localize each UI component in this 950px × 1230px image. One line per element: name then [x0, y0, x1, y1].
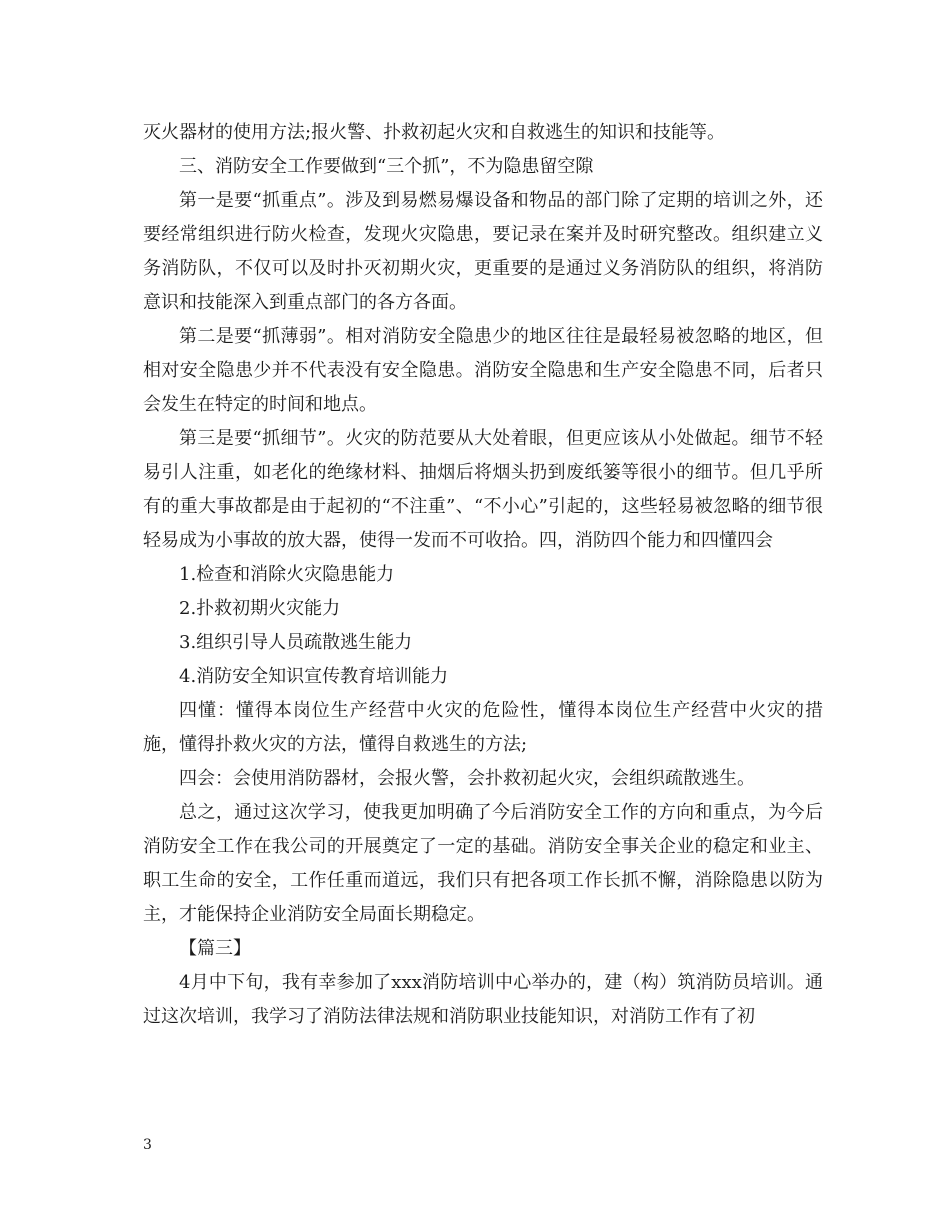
list-item-ability-3: 3.组织引导人员疏散逃生能力: [179, 632, 413, 653]
document-body: [143, 116, 823, 1034]
section-heading-part-three: 【篇三】: [179, 938, 251, 959]
paragraph-four-skills: 四会：会使用消防器材，会报火警，会扑救初起火灾，会组织疏散逃生。: [179, 768, 755, 789]
page-number: 3: [143, 1137, 152, 1153]
list-item-ability-1: 1.检查和消除火灾隐患能力: [179, 564, 395, 585]
list-item-ability-2: 2.扑救初期火灾能力: [179, 598, 341, 619]
paragraph-grasp-key-points: 第一是要“抓重点”。涉及到易燃易爆设备和物品的部门除了定期的培训之外，还要经常组织进行防火检查，发现火灾隐患，要记录在案并及时研究整改。组织建立义务消防队，不仅可以及时扑灭初期火灾，更重要的是通过义务消防队的组织，将消防意识和技能深入到重点部门的各方各面。: [143, 190, 823, 313]
paragraph-grasp-details: 第三是要“抓细节”。火灾的防范要从大处着眼，但更应该从小处做起。细节不轻易引人注重，如老化的绝缘材料、抽烟后将烟头扔到废纸篓等很小的细节。但几乎所有的重大事故都是由于起初的“不注重”、“不小心”引起的，这些轻易被忽略的细节很轻易成为小事故的放大器，使得一发而不可收拾。四，消防四个能力和四懂四会: [143, 428, 823, 551]
paragraph-four-understandings: 四懂：懂得本岗位生产经营中火灾的危险性，懂得本岗位生产经营中火灾的措施，懂得扑救火灾的方法，懂得自救逃生的方法;: [143, 700, 823, 755]
paragraph-grasp-weak-points: 第二是要“抓薄弱”。相对消防安全隐患少的地区往往是最轻易被忽略的地区，但相对安全隐患少并不代表没有安全隐患。消防安全隐患和生产安全隐患不同，后者只会发生在特定的时间和地点。: [143, 326, 823, 415]
section-heading-three-grasps: 三、消防安全工作要做到“三个抓”，不为隐患留空隙: [179, 156, 594, 177]
paragraph-part-three-intro: 4月中下旬，我有幸参加了xxx消防培训中心举办的，建（构）筑消防员培训。通过这次培训，我学习了消防法律法规和消防职业技能知识，对消防工作有了初: [143, 972, 823, 1027]
paragraph-summary: 总之，通过这次学习，使我更加明确了今后消防安全工作的方向和重点，为今后消防安全工作在我公司的开展奠定了一定的基础。消防安全事关企业的稳定和业主、职工生命的安全，工作任重而道远，我们只有把各项工作长抓不懈，消除隐患以防为主，才能保持企业消防安全局面长期稳定。: [143, 802, 823, 925]
paragraph-1: 灭火器材的使用方法;报火警、扑救初起火灾和自救逃生的知识和技能等。: [143, 122, 726, 143]
list-item-ability-4: 4.消防安全知识宣传教育培训能力: [179, 666, 449, 687]
